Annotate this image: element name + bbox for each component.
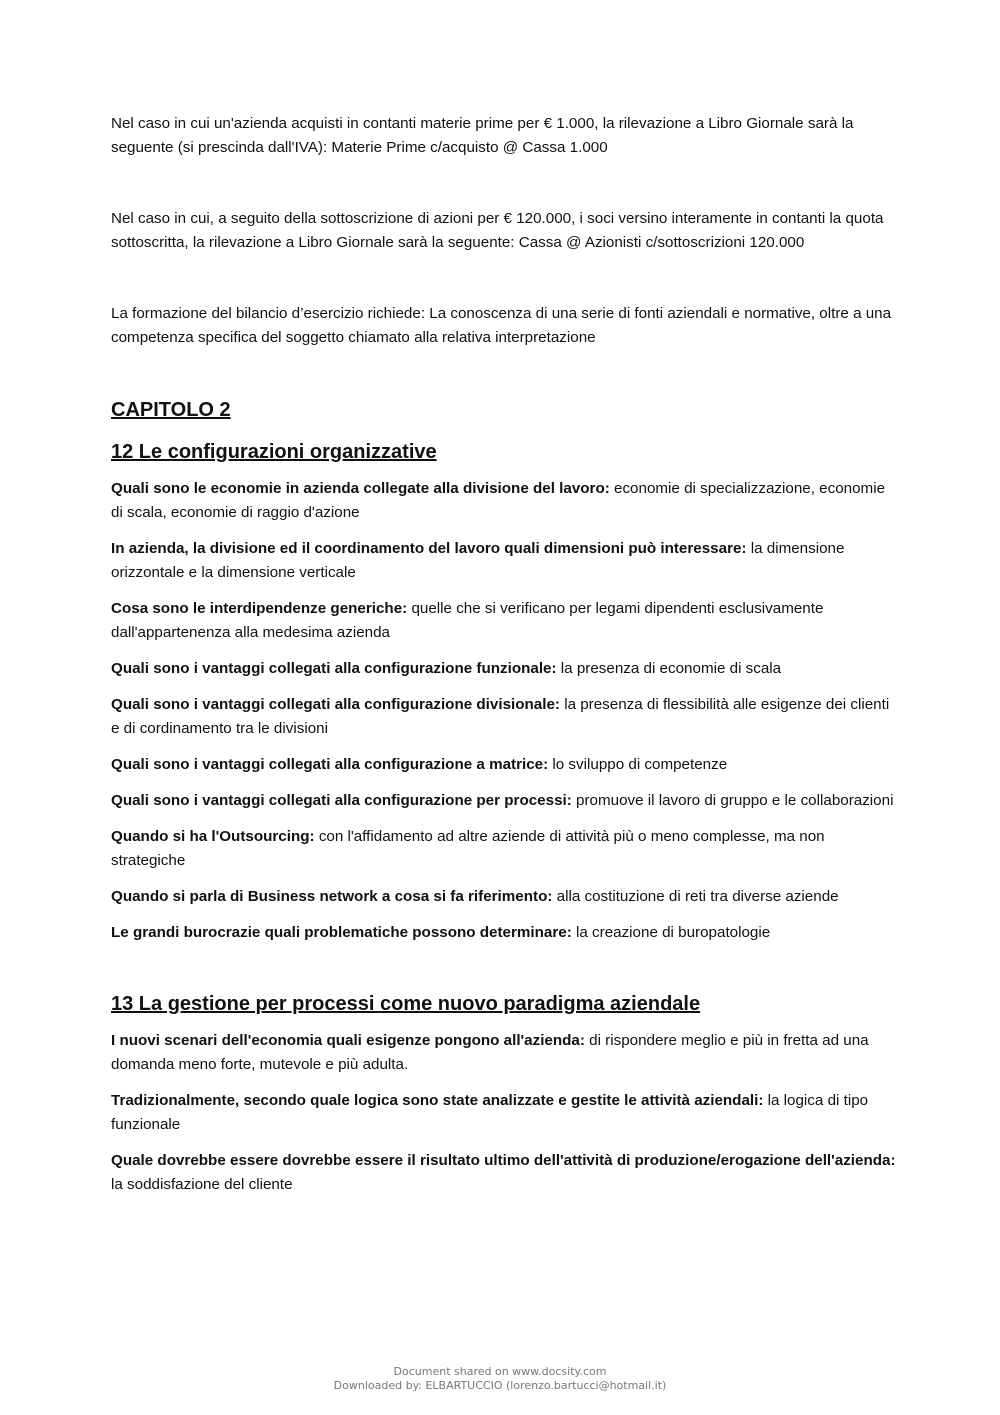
answer: la dimensione orizzontale e la dimensione verticale — [111, 540, 845, 581]
qa-item — [111, 1029, 896, 1077]
answer: quelle che si verificano per legami dipendenti esclusivamente dall'appartenenza alla medesima azienda — [111, 600, 824, 641]
qa-item — [111, 825, 896, 873]
section-12 — [111, 438, 896, 945]
footer-downloaded-line: Downloaded by: ELBARTUCCIO (lorenzo.bartucci@hotmail.it) — [333, 1379, 667, 1392]
answer: la presenza di economie di scala — [556, 660, 782, 677]
qa-item — [111, 657, 896, 681]
qa-item — [111, 753, 896, 777]
question: I nuovi scenari dell'economia quali esigenze pongono all'azienda: — [111, 1032, 585, 1049]
question: Quale dovrebbe essere dovrebbe essere il risultato ultimo dell'attività di produzione/erogazione dell'azienda: — [111, 1152, 896, 1169]
question: Tradizionalmente, secondo quale logica sono state analizzate e gestite le attività aziendali: — [111, 1092, 764, 1109]
answer: la logica di tipo funzionale — [111, 1092, 869, 1133]
answer: la creazione di buropatologie — [571, 924, 771, 941]
question: In azienda, la divisione ed il coordinamento del lavoro quali dimensioni può interessare: — [111, 540, 747, 557]
answer: promuove il lavoro di gruppo e le collaborazioni — [571, 792, 894, 809]
question: Quali sono le economie in azienda collegate alla divisione del lavoro: — [111, 480, 610, 497]
qa-item — [111, 537, 896, 585]
qa-item — [111, 789, 896, 813]
answer: di rispondere meglio e più in fretta ad una domanda meno forte, mutevole e più adulta. — [111, 1032, 869, 1073]
section-13 — [111, 990, 896, 1197]
page-footer — [0, 1365, 1000, 1393]
qa-item — [111, 693, 896, 741]
section-heading: 13 La gestione per processi come nuovo paradigma aziendale — [111, 993, 701, 1015]
question: Cosa sono le interdipendenze generiche: — [111, 600, 408, 617]
question: Quali sono i vantaggi collegati alla configurazione per processi: — [111, 792, 572, 809]
answer: con l'affidamento ad altre aziende di attività più o meno complesse, ma non strategiche — [111, 828, 825, 869]
qa-item — [111, 477, 896, 525]
question: Quando si ha l'Outsourcing: — [111, 828, 315, 845]
chapter-heading: CAPITOLO 2 — [111, 399, 231, 421]
answer: la soddisfazione del cliente — [111, 1176, 293, 1193]
qa-item — [111, 1149, 896, 1197]
qa-item — [111, 1089, 896, 1137]
question: Le grandi burocrazie quali problematiche possono determinare: — [111, 924, 572, 941]
qa-item — [111, 597, 896, 645]
document-page — [111, 112, 896, 1209]
qa-item — [111, 921, 896, 945]
question: Quando si parla di Business network a cosa si fa riferimento: — [111, 888, 553, 905]
intro-paragraph-1: Nel caso in cui un'azienda acquisti in contanti materie prime per € 1.000, la rilevazione a Libro Giornale sarà la seguente (si prescinda dall'IVA): Materie Prime c/acquisto @ Cassa 1.000 — [111, 115, 854, 156]
question: Quali sono i vantaggi collegati alla configurazione a matrice: — [111, 756, 549, 773]
section-heading: 12 Le configurazioni organizzative — [111, 441, 437, 463]
intro-paragraph-2: Nel caso in cui, a seguito della sottoscrizione di azioni per € 120.000, i soci versino interamente in contanti la quota sottoscritta, la rilevazione a Libro Giornale sarà la seguente: Cassa @ Azionisti c/sottoscrizioni 120.000 — [111, 210, 884, 251]
question: Quali sono i vantaggi collegati alla configurazione funzionale: — [111, 660, 557, 677]
answer: la presenza di flessibilità alle esigenze dei clienti e di cordinamento tra le divisioni — [111, 696, 890, 737]
answer: economie di specializzazione, economie di scala, economie di raggio d'azione — [111, 480, 886, 521]
answer: lo sviluppo di competenze — [548, 756, 728, 773]
question: Quali sono i vantaggi collegati alla configurazione divisionale: — [111, 696, 560, 713]
intro-paragraph-3: La formazione del bilancio d’esercizio richiede: La conoscenza di una serie di fonti aziendali e normative, oltre a una competenza specifica del soggetto chiamato alla relativa interpretazione — [111, 305, 892, 346]
qa-item — [111, 885, 896, 909]
footer-shared-line: Document shared on www.docsity.com — [393, 1365, 607, 1378]
answer: alla costituzione di reti tra diverse aziende — [552, 888, 839, 905]
